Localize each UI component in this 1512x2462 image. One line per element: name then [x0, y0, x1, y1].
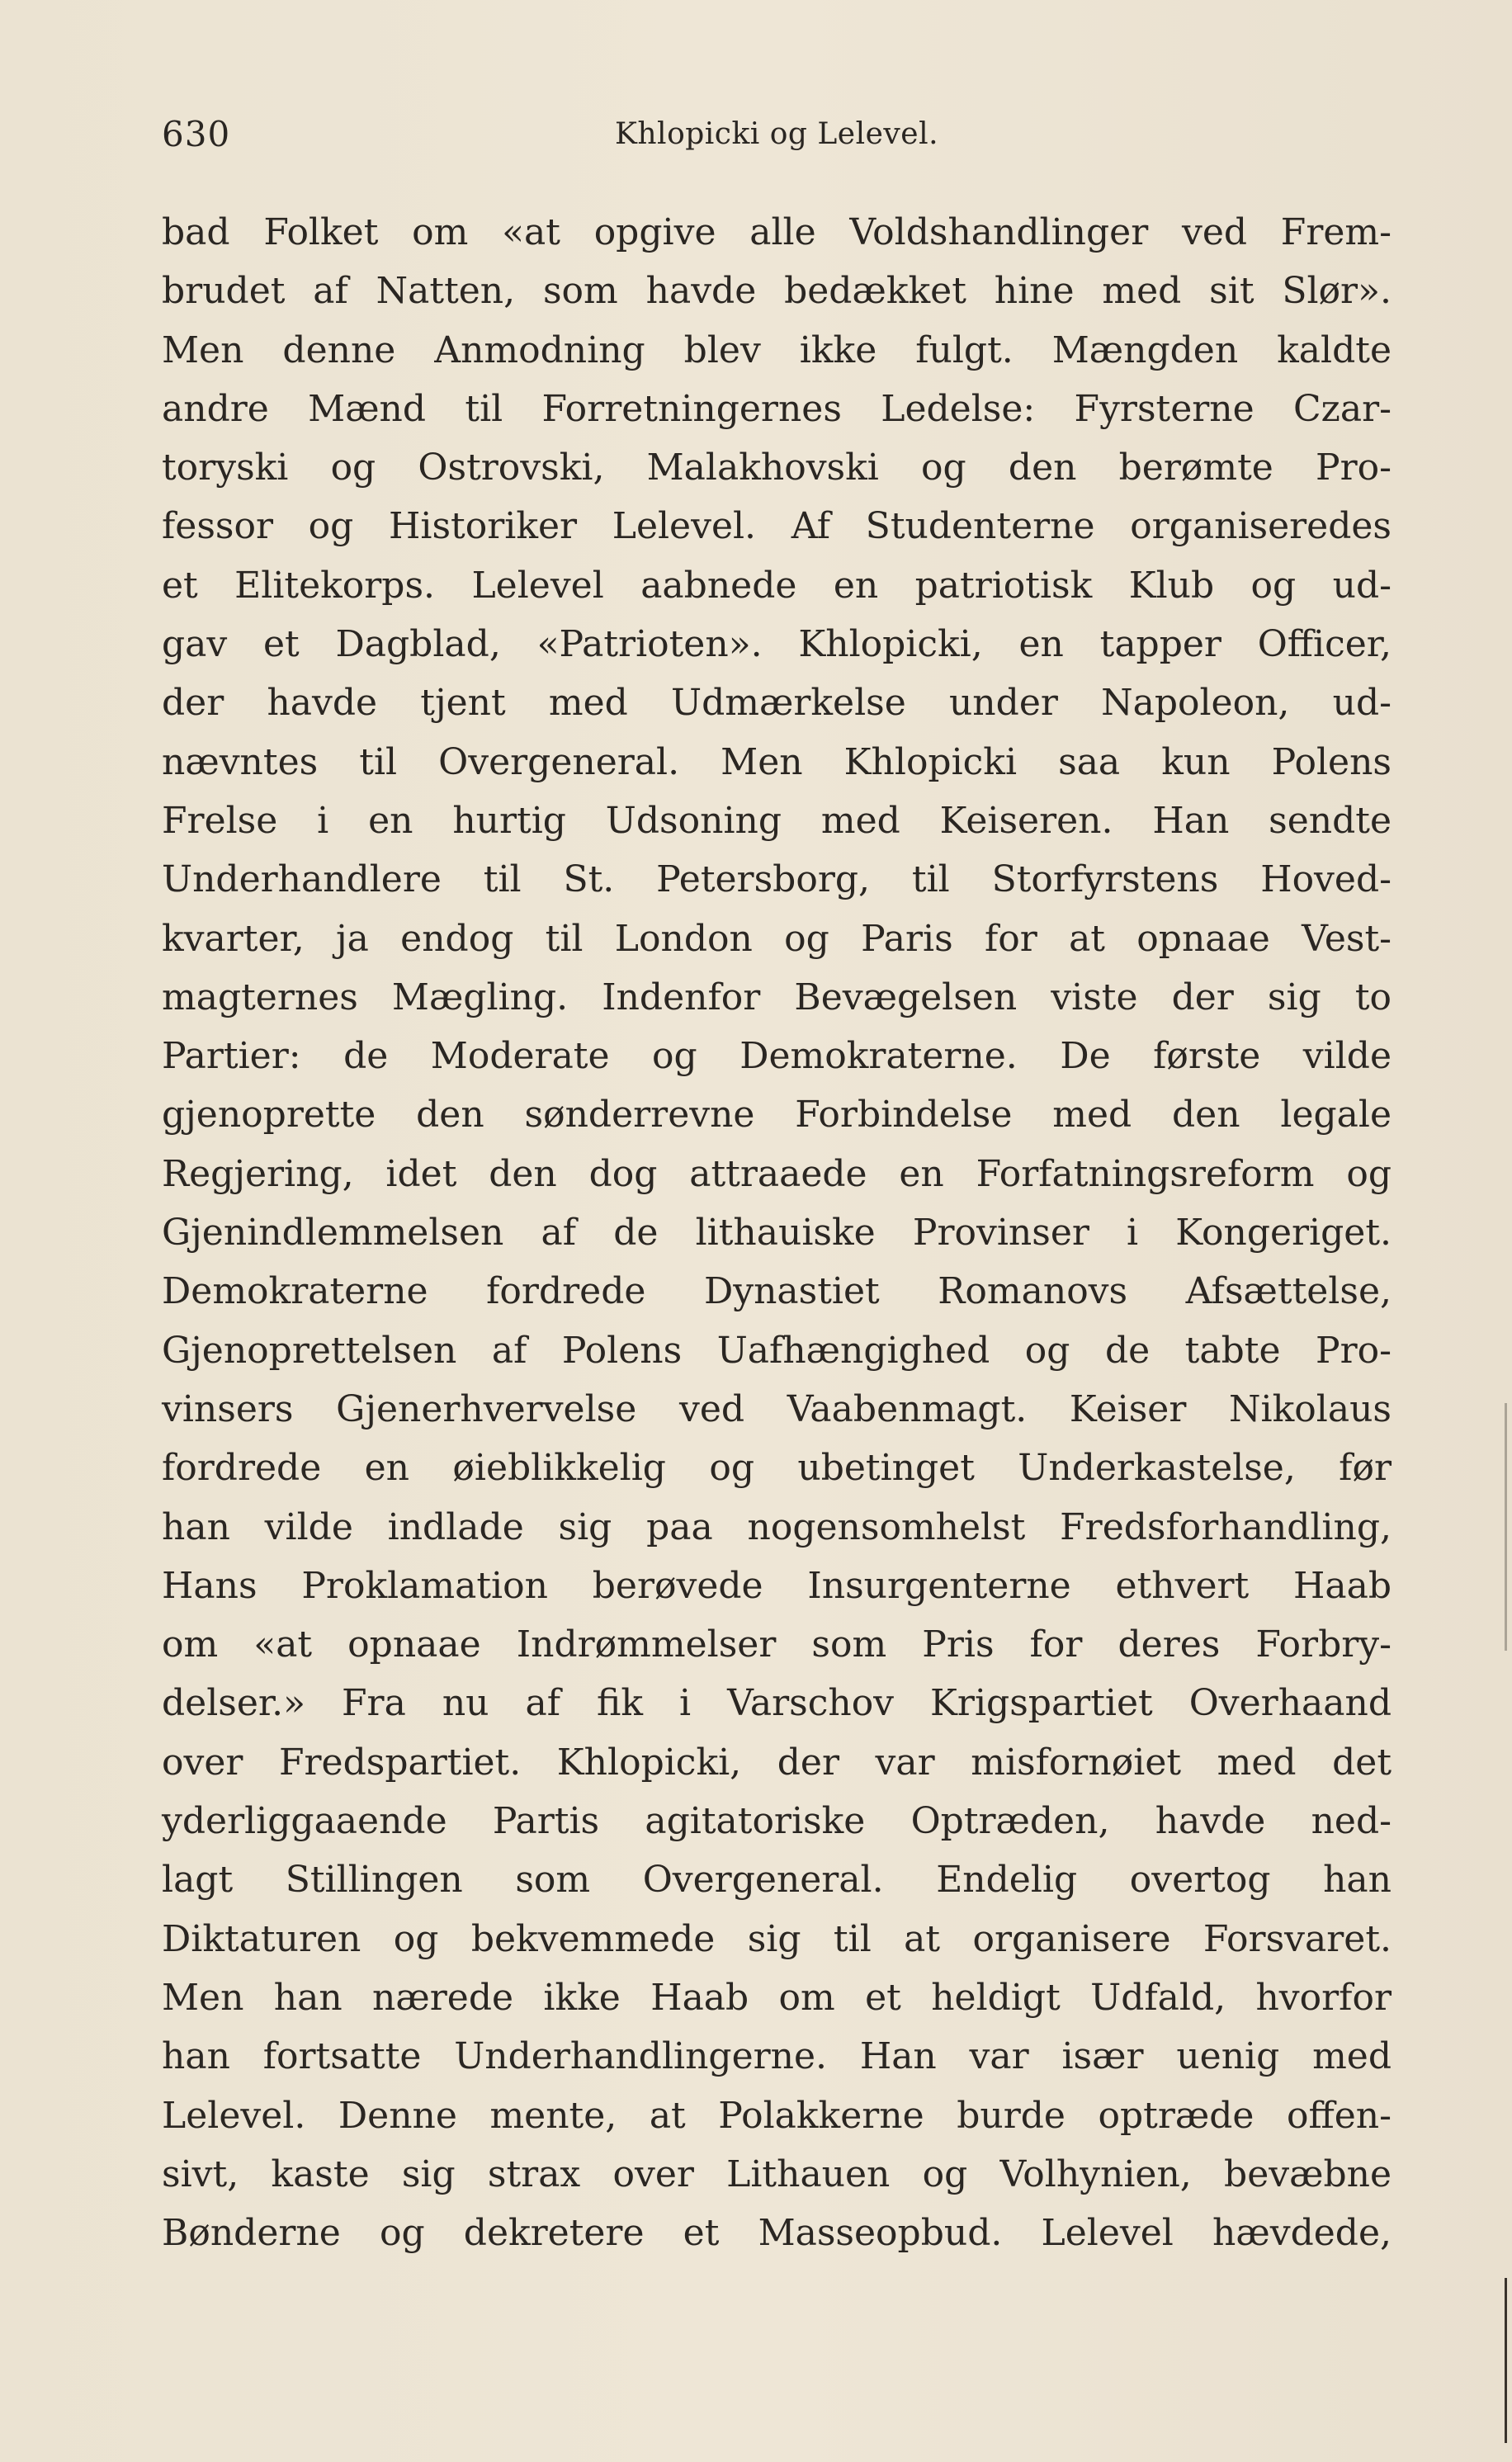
- text-line: brudet af Natten, som havde bedækket hine med sit Slør».: [162, 270, 1392, 313]
- text-line: gjenoprette den sønderrevne Forbindelse med den legale: [162, 1094, 1392, 1136]
- text-line: Demokraterne fordrede Dynastiet Romanovs Afsættelse,: [162, 1270, 1392, 1313]
- text-line: han fortsatte Underhandlingerne. Han var især uenig med: [162, 2035, 1392, 2078]
- text-line: Diktaturen og bekvemmede sig til at organisere Forsvaret.: [162, 1917, 1392, 1960]
- text-line: nævntes til Overgeneral. Men Khlopicki saa kun Polens: [162, 740, 1392, 783]
- text-line: Frelse i en hurtig Udsoning med Keiseren. Han sendte: [162, 799, 1392, 842]
- text-line: Men denne Anmodning blev ikke fulgt. Mængden kaldte: [162, 328, 1392, 371]
- text-line: delser.» Fra nu af fik i Varschov Krigspartiet Overhaand: [162, 1682, 1392, 1725]
- text-line: Hans Proklamation berøvede Insurgenterne ethvert Haab: [162, 1564, 1392, 1607]
- text-line: sivt, kaste sig strax over Lithauen og Volhynien, bevæbne: [162, 2152, 1392, 2195]
- text-line: Lelevel. Denne mente, at Polakkerne burde optræde offen-: [162, 2094, 1392, 2137]
- body-text: [162, 203, 1392, 2262]
- text-line: Bønderne og dekretere et Masseopbud. Lelevel hævdede,: [162, 2212, 1392, 2255]
- page-header: [162, 114, 1392, 163]
- text-line: Gjenoprettelsen af Polens Uafhængighed og de tabte Pro-: [162, 1329, 1392, 1372]
- text-line: Partier: de Moderate og Demokraterne. De første vilde: [162, 1035, 1392, 1078]
- page-edge-mark: [1505, 1403, 1507, 1651]
- text-line: over Fredspartiet. Khlopicki, der var misfornøiet med det: [162, 1741, 1392, 1784]
- text-line: bad Folket om «at opgive alle Voldshandlinger ved Frem-: [162, 211, 1392, 253]
- text-line: der havde tjent med Udmærkelse under Napoleon, ud-: [162, 682, 1392, 725]
- text-line: gav et Dagblad, «Patrioten». Khlopicki, en tapper Officer,: [162, 623, 1392, 666]
- page-edge-mark: [1505, 2278, 1507, 2443]
- text-line: Underhandlere til St. Petersborg, til Storfyrstens Hoved-: [162, 858, 1392, 901]
- text-line: yderliggaaende Partis agitatoriske Optræden, havde ned-: [162, 1800, 1392, 1843]
- text-line: kvarter, ja endog til London og Paris for at opnaae Vest-: [162, 917, 1392, 960]
- text-line: vinsers Gjenerhvervelse ved Vaabenmagt. Keiser Nikolaus: [162, 1387, 1392, 1430]
- text-line: toryski og Ostrovski, Malakhovski og den berømte Pro-: [162, 447, 1392, 489]
- text-line: Regjering, idet den dog attraaede en Forfatningsreform og: [162, 1152, 1392, 1195]
- text-line: fessor og Historiker Lelevel. Af Studenterne organiseredes: [162, 505, 1392, 548]
- text-line: et Elitekorps. Lelevel aabnede en patriotisk Klub og ud-: [162, 564, 1392, 607]
- text-line: fordrede en øieblikkelig og ubetinget Underkastelse, før: [162, 1447, 1392, 1490]
- text-line: magternes Mægling. Indenfor Bevægelsen viste der sig to: [162, 976, 1392, 1018]
- text-line: lagt Stillingen som Overgeneral. Endelig overtog han: [162, 1859, 1392, 1902]
- text-line: han vilde indlade sig paa nogensomhelst Fredsforhandling,: [162, 1505, 1392, 1548]
- text-line: om «at opnaae Indrømmelser som Pris for deres Forbry-: [162, 1623, 1392, 1666]
- text-line: Gjenindlemmelsen af de lithauiske Provinser i Kongeriget.: [162, 1212, 1392, 1255]
- text-line: andre Mænd til Forretningernes Ledelse: Fyrsterne Czar-: [162, 387, 1392, 430]
- running-title: Khlopicki og Lelevel.: [614, 117, 939, 151]
- page-number: 630: [162, 114, 231, 154]
- text-line: Men han nærede ikke Haab om et heldigt Udfald, hvorfor: [162, 1976, 1392, 2019]
